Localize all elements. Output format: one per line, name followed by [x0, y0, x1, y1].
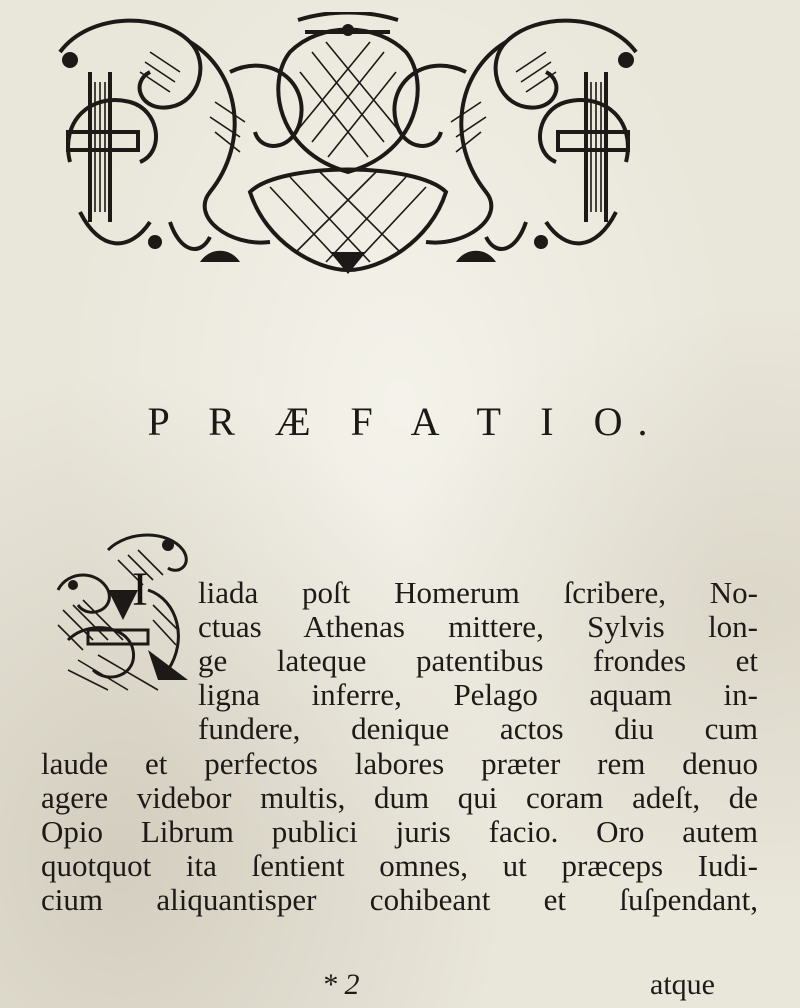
decorated-initial-ornament-icon — [48, 530, 194, 696]
text-line: ligna inferre, Pelago aquam in- — [198, 677, 758, 712]
catchword: atque — [650, 968, 715, 1001]
page-title: P R Æ F A T I O. — [147, 399, 663, 444]
drop-initial: I — [132, 563, 148, 616]
text-line: ctuas Athenas mittere, Sylvis lon- — [198, 609, 758, 644]
ornamental-headpiece-icon — [50, 12, 646, 274]
text-line: fundere, denique actos diu cum — [198, 711, 758, 746]
text-line: Opio Librum publici juris facio. Oro autem — [41, 814, 758, 849]
text-line: cium aliquantisper cohibeant et ſuſpendant, — [41, 882, 758, 917]
text-line: liada poſt Homerum ſcribere, No- — [198, 575, 758, 610]
signature-mark: * 2 — [322, 968, 360, 1001]
text-line: laude et perfectos labores præter rem denuo — [41, 746, 758, 781]
text-line: ge lateque patentibus frondes et — [198, 643, 758, 678]
text-line: quotquot ita ſentient omnes, ut præceps Iudi- — [41, 848, 758, 883]
text-line: agere videbor multis, dum qui coram adeſt, de — [41, 780, 758, 815]
